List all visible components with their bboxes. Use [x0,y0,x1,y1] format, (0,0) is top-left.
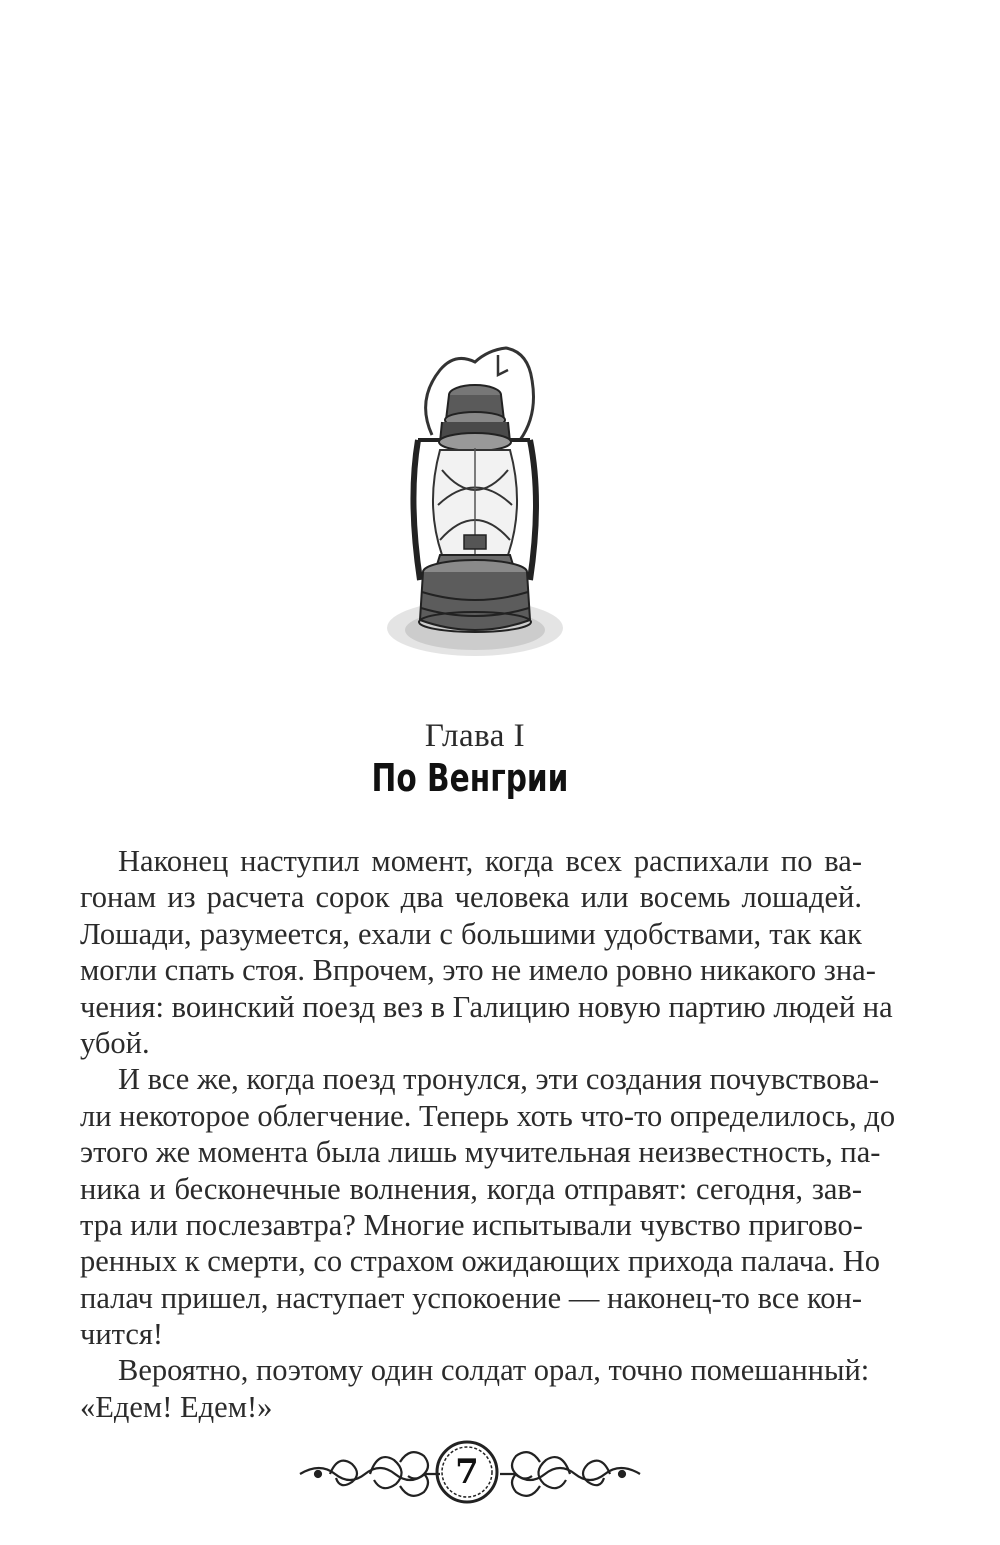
text-line: тра или послезавтра? Многие испытывали чувство пригово- [80,1207,863,1242]
text-line: Лошади, разумеется, ехали с большими удобствами, так как [80,916,862,951]
text-line: Вероятно, поэтому один солдат орал, точно помешанный: [118,1353,870,1388]
text-line: ренных к смерти, со страхом ожидающих прихода палача. Но [80,1244,880,1279]
text-line: Наконец наступил момент, когда всех распихали по ва- [118,844,862,878]
chapter-body-text [80,843,896,1425]
text-line: этого же момента была лишь мучительная неизвестность, па- [80,1135,881,1170]
text-line: гонам из расчета сорок два человека или восемь лошадей. [80,880,862,915]
text-line: могли спать стоя. Впрочем, это не имело ровно никакого зна- [80,953,876,988]
page-number: 7 [455,1452,479,1492]
text-line: ли некоторое облегчение. Теперь хоть что-то определилось, до [80,1098,896,1133]
text-line: ника и бесконечные волнения, когда отправят: сегодня, зав- [80,1171,862,1206]
chapter-label: Глава I [424,718,526,754]
text-line: «Едем! Едем!» [80,1389,273,1424]
text-line: палач пришел, наступает успокоение — наконец-то все кон- [80,1280,862,1315]
kerosene-lantern-icon [380,340,570,665]
text-line: убой. [80,1025,150,1060]
text-line: чения: воинский поезд вез в Галицию новую партию людей на [80,989,893,1024]
chapter-title: По Венгрии [371,756,569,800]
text-line: чится! [80,1317,164,1352]
text-line: И все же, когда поезд тронулся, эти создания почувствова- [118,1062,880,1097]
